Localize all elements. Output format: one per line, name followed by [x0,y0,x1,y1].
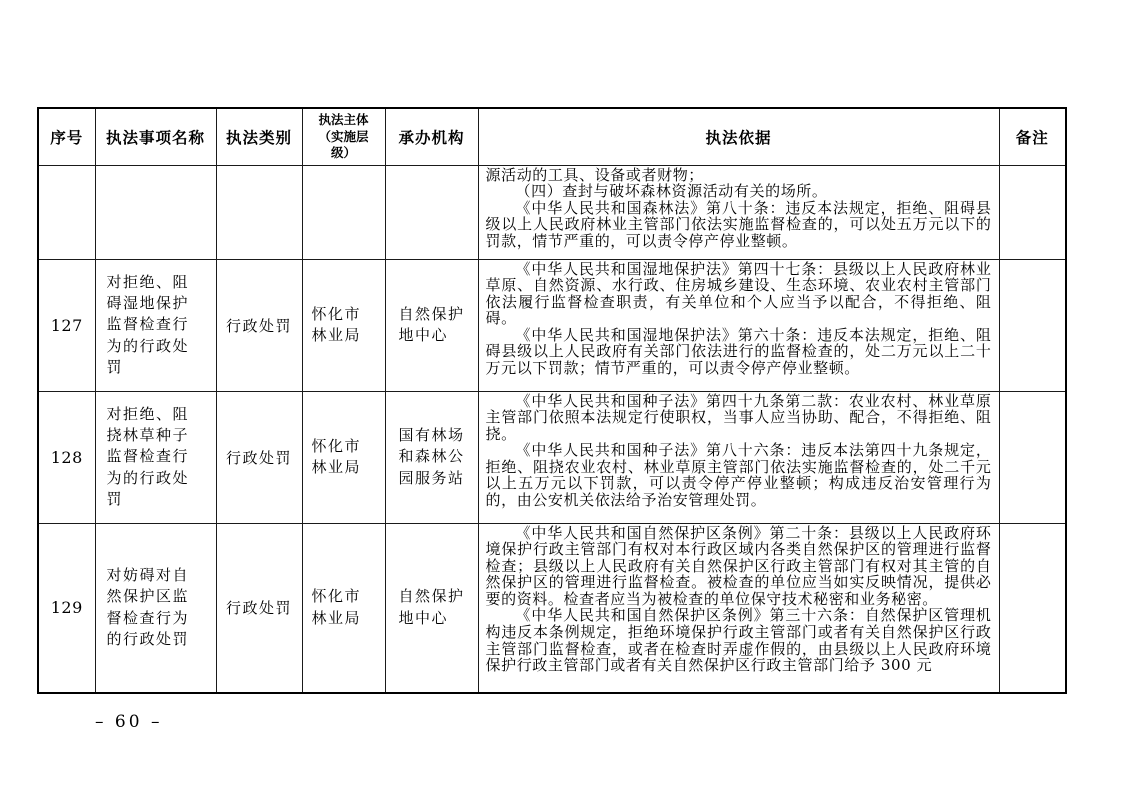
cell-item-name [95,165,216,259]
cell-note [999,259,1066,391]
basis-paragraph: 《中华人民共和国自然保护区条例》第二十条：县级以上人民政府环境保护行政主管部门有权对本行政区域内各类自然保护区的管理进行监督检查；县级以上人民政府有关自然保护区行政主管部门有权对其主管的自然保护区的管理进行监督检查。被检查的单位应当如实反映情况，提供必要的资料。检查者应当为被检查的单位保守技术秘密和业务秘密。 [485,523,992,608]
basis-paragraph: 源活动的工具、设备或者财物； [485,165,704,184]
cell-legal-basis [478,523,999,693]
cell-agency: 国有林场和森林公园服务站 [385,391,478,523]
cell-serial-number: 129 [38,523,95,693]
basis-paragraph: （四）查封与破坏森林资源活动有关的场所。 [515,182,828,201]
table-row [38,523,1066,693]
cell-serial-number: 128 [38,391,95,523]
cell-note [999,391,1066,523]
table-body [38,165,1066,693]
col-header-legal-basis: 执法依据 [478,108,999,165]
cell-subject: 怀化市林业局 [302,259,385,391]
cell-category: 行政处罚 [216,523,302,693]
cell-category: 行政处罚 [216,259,302,391]
table-header [38,108,1066,165]
cell-legal-basis [478,259,999,391]
cell-legal-basis [478,165,999,259]
table-row [38,165,1066,259]
cell-note [999,165,1066,259]
cell-serial-number [38,165,95,259]
basis-paragraph: 《中华人民共和国湿地保护法》第四十七条：县级以上人民政府林业草原、自然资源、水行政、住房城乡建设、生态环境、农业农村主管部门依法履行监督检查职责，有关单位和个人应当予以配合，不得拒绝、阻碍。 [485,259,992,328]
col-header-subject: 执法主体（实施层级） [302,108,385,165]
cell-agency: 自然保护地中心 [385,523,478,693]
cell-note [999,523,1066,693]
table-row [38,259,1066,391]
cell-agency: 自然保护地中心 [385,259,478,391]
basis-paragraph: 《中华人民共和国自然保护区条例》第三十六条：自然保护区管理机构违反本条例规定，拒绝环境保护行政主管部门或者有关自然保护区行政主管部门监督检查，或者在检查时弄虚作假的，由县级以上人民政府环境保护行政主管部门或者有关自然保护区行政主管部门给予 300 元 [485,606,992,675]
cell-subject: 怀化市林业局 [302,523,385,693]
cell-serial-number: 127 [38,259,95,391]
cell-item-name: 对拒绝、阻碍湿地保护监督检查行为的行政处罚 [95,259,216,391]
cell-subject: 怀化市林业局 [302,391,385,523]
table-row [38,391,1066,523]
basis-paragraph: 《中华人民共和国湿地保护法》第六十条：违反本法规定，拒绝、阻碍县级以上人民政府有关部门依法进行的监督检查的，处二万元以上二十万元以下罚款；情节严重的，可以责令停产停业整顿。 [485,325,992,378]
col-header-agency: 承办机构 [385,108,478,165]
cell-agency [385,165,478,259]
cell-item-name: 对妨碍对自然保护区监督检查行为的行政处罚 [95,523,216,693]
col-header-item-name: 执法事项名称 [95,108,216,165]
col-header-category: 执法类别 [216,108,302,165]
cell-category: 行政处罚 [216,391,302,523]
col-header-serial-number: 序号 [38,108,95,165]
cell-subject [302,165,385,259]
header-row [38,108,1066,165]
cell-category [216,165,302,259]
cell-legal-basis [478,391,999,523]
basis-paragraph: 《中华人民共和国种子法》第四十九条第二款：农业农村、林业草原主管部门依照本法规定行使职权，当事人应当协助、配合，不得拒绝、阻挠。 [485,391,992,443]
enforcement-items-table [37,107,1067,694]
basis-paragraph: 《中华人民共和国种子法》第八十六条：违反本法第四十九条规定，拒绝、阻挠农业农村、林业草原主管部门依法实施监督检查的，处二千元以上五万元以下罚款，可以责令停产停业整顿；构成违反治安管理行为的，由公安机关依法给予治安管理处罚。 [485,441,992,510]
col-header-note: 备注 [999,108,1066,165]
page-number: – 60 – [95,712,163,732]
basis-paragraph: 《中华人民共和国森林法》第八十条：违反本法规定，拒绝、阻碍县级以上人民政府林业主管部门依法实施监督检查的，可以处五万元以下的罚款，情节严重的，可以责令停产停业整顿。 [485,198,992,250]
cell-item-name: 对拒绝、阻挠林草种子监督检查行为的行政处罚 [95,391,216,523]
